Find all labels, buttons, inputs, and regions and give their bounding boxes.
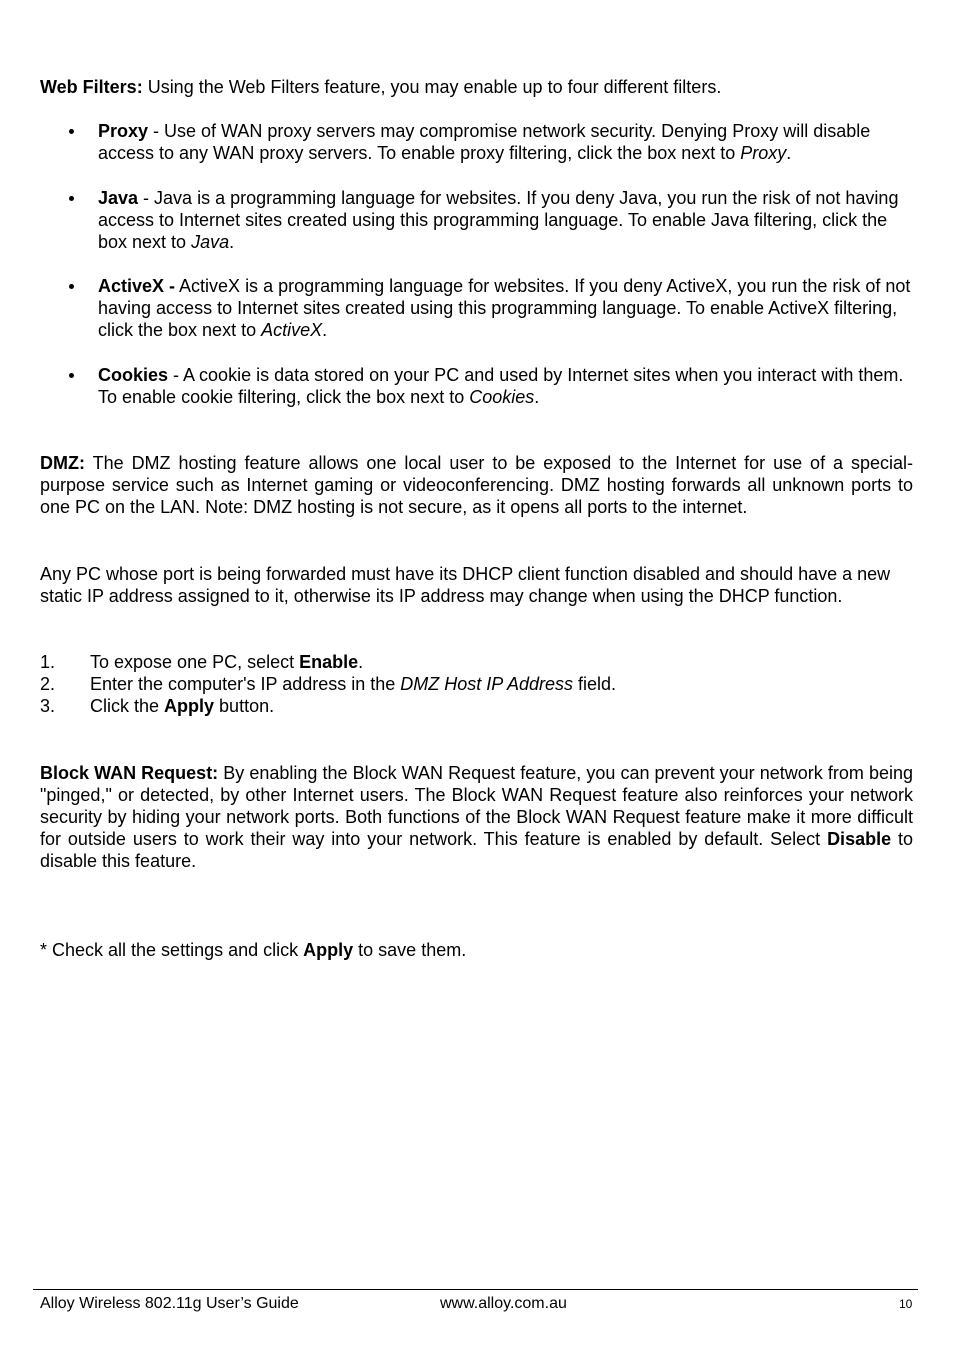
list-item-cookies: Cookies - A cookie is data stored on your PC and used by Internet sites when you interact with them. To enable cookie filtering, click the box next to Cookies. [40, 364, 913, 408]
bullet-icon [69, 196, 74, 201]
web-filters-list [40, 275, 913, 341]
footer-divider [33, 1289, 918, 1290]
web-filters-heading: Web Filters: [40, 77, 143, 97]
block-wan-paragraph: Block WAN Request: By enabling the Block WAN Request feature, you can prevent your network from being "pinged," or detected, by other Internet users. The Block WAN Request feature also reinforces your network security by hiding your network ports. Both functions of the Block WAN Request feature make it more difficult for outside users to work their way into your network. This feature is enabled by default. Select Disable to disable this feature. [40, 763, 913, 871]
block-wan-heading: Block WAN Request: [40, 763, 219, 783]
page-number: 10 [899, 1297, 913, 1311]
list-item: 3. Click the Apply button. [40, 696, 275, 716]
list-item: 1. To expose one PC, select Enable. [40, 652, 364, 672]
dmz-steps-list [40, 651, 913, 717]
bullet-icon [69, 284, 74, 289]
footer-url: www.alloy.com.au [440, 1295, 567, 1312]
list-item: 2. Enter the computer's IP address in the DMZ Host IP Address field. [40, 674, 617, 694]
list-item-java: Java - Java is a programming language for websites. If you deny Java, you run the risk of not having access to Internet sites created using this programming language. To enable Java filtering, click the box next to Java. [40, 187, 913, 253]
dmz-paragraph: DMZ: The DMZ hosting feature allows one local user to be exposed to the Internet for use of a special-purpose service such as Internet gaming or videoconferencing. DMZ hosting forwards all unknown ports to one PC on the LAN. Note: DMZ hosting is not secure, as it opens all ports to the internet. [40, 453, 913, 517]
web-filters-list [40, 187, 913, 253]
web-filters-list [40, 364, 913, 408]
bullet-icon [69, 373, 74, 378]
web-filters-list [40, 120, 913, 164]
bullet-icon [69, 129, 74, 134]
dmz-heading: DMZ: [40, 453, 85, 473]
web-filters-intro: Web Filters: Using the Web Filters feature, you may enable up to four different filters. [40, 77, 722, 97]
dmz-dhcp-paragraph: Any PC whose port is being forwarded must have its DHCP client function disabled and should have a new static IP address assigned to it, otherwise its IP address may change when using the DHCP function. [40, 564, 891, 606]
list-item-activex: ActiveX - ActiveX is a programming language for websites. If you deny ActiveX, you run the risk of not having access to Internet sites created using this programming language. To enable ActiveX filtering, click the box next to ActiveX. [40, 275, 913, 341]
list-item-proxy: Proxy - Use of WAN proxy servers may compromise network security. Denying Proxy will disable access to any WAN proxy servers. To enable proxy filtering, click the box next to Proxy. [40, 120, 913, 164]
footer-guide-title: Alloy Wireless 802.11g User’s Guide [40, 1295, 299, 1312]
apply-note: * Check all the settings and click Apply to save them. [40, 940, 467, 960]
